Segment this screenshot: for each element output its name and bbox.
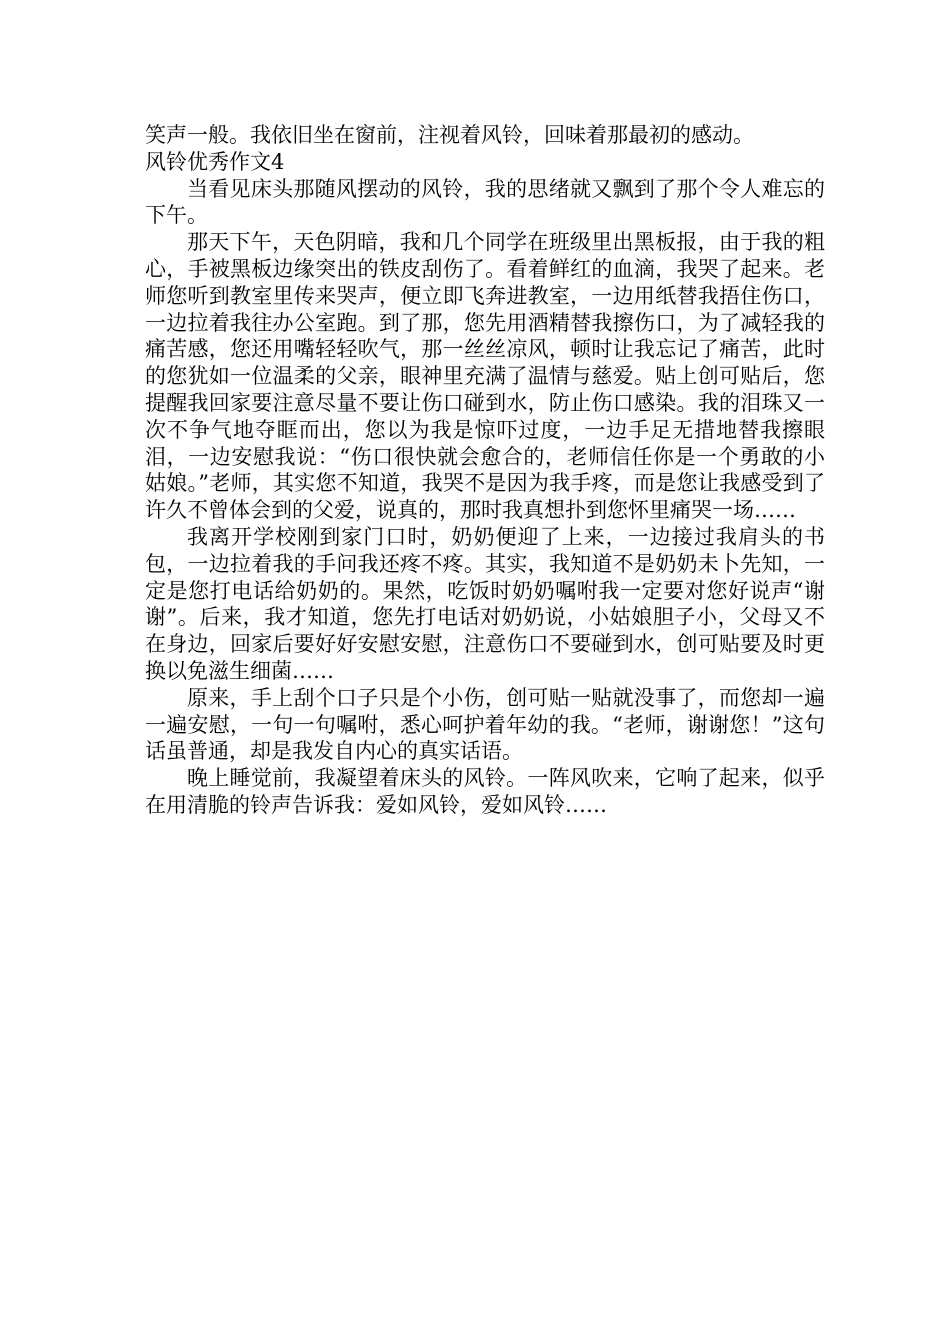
paragraph: 晚上睡觉前，我凝望着床头的风铃。一阵风吹来，它响了起来，似乎在用清脆的铃声告诉我：爱如风铃，爱如风铃…… [145,766,825,817]
opening-line: 笑声一般。我依旧坐在窗前，注视着风铃，回味着那最初的感动。 [145,123,754,147]
paragraph: 那天下午，天色阴暗，我和几个同学在班级里出黑板报，由于我的粗心，手被黑板边缘突出的铁皮刮伤了。看着鲜红的血滴，我哭了起来。老师您听到教室里传来哭声，便立即飞奔进教室，一边用纸替我捂住伤口，一边拉着我往办公室跑。到了那，您先用酒精替我擦伤口，为了减轻我的痛苦感，您还用嘴轻轻吹气，那一丝丝凉风，顿时让我忘记了痛苦，此时的您犹如一位温柔的父亲，眼神里充满了温情与慈爱。贴上创可贴后，您提醒我回家要注意尽量不要让伤口碰到水，防止伤口感染。我的泪珠又一次不争气地夺眶而出，您以为我是惊吓过度，一边手足无措地替我擦眼泪，一边安慰我说：“伤口很快就会愈合的，老师信任你是一个勇敢的小姑娘。”老师，其实您不知道，我哭不是因为我手疼，而是您让我感受到了许久不曾体会到的父爱，说真的，那时我真想扑到您怀里痛哭一场…… [145,230,825,523]
section-title: 风铃优秀作文4 [145,149,285,174]
document-page [145,122,825,819]
paragraph: 我离开学校刚到家门口时，奶奶便迎了上来，一边接过我肩头的书包，一边拉着我的手问我还疼不疼。其实，我知道不是奶奶未卜先知，一定是您打电话给奶奶的。果然，吃饭时奶奶嘱咐我一定要对您好说声“谢谢”。后来，我才知道，您先打电话对奶奶说，小姑娘胆子小，父母又不在身边，回家后要好好安慰安慰，注意伤口不要碰到水，创可贴要及时更换以免滋生细菌…… [145,524,825,683]
paragraph: 原来，手上刮个口子只是个小伤，创可贴一贴就没事了，而您却一遍一遍安慰，一句一句嘱咐，悉心呵护着年幼的我。“老师，谢谢您！”这句话虽普通，却是我发自内心的真实话语。 [145,685,825,764]
paragraph: 当看见床头那随风摆动的风铃，我的思绪就又飘到了那个令人难忘的下午。 [145,176,825,228]
